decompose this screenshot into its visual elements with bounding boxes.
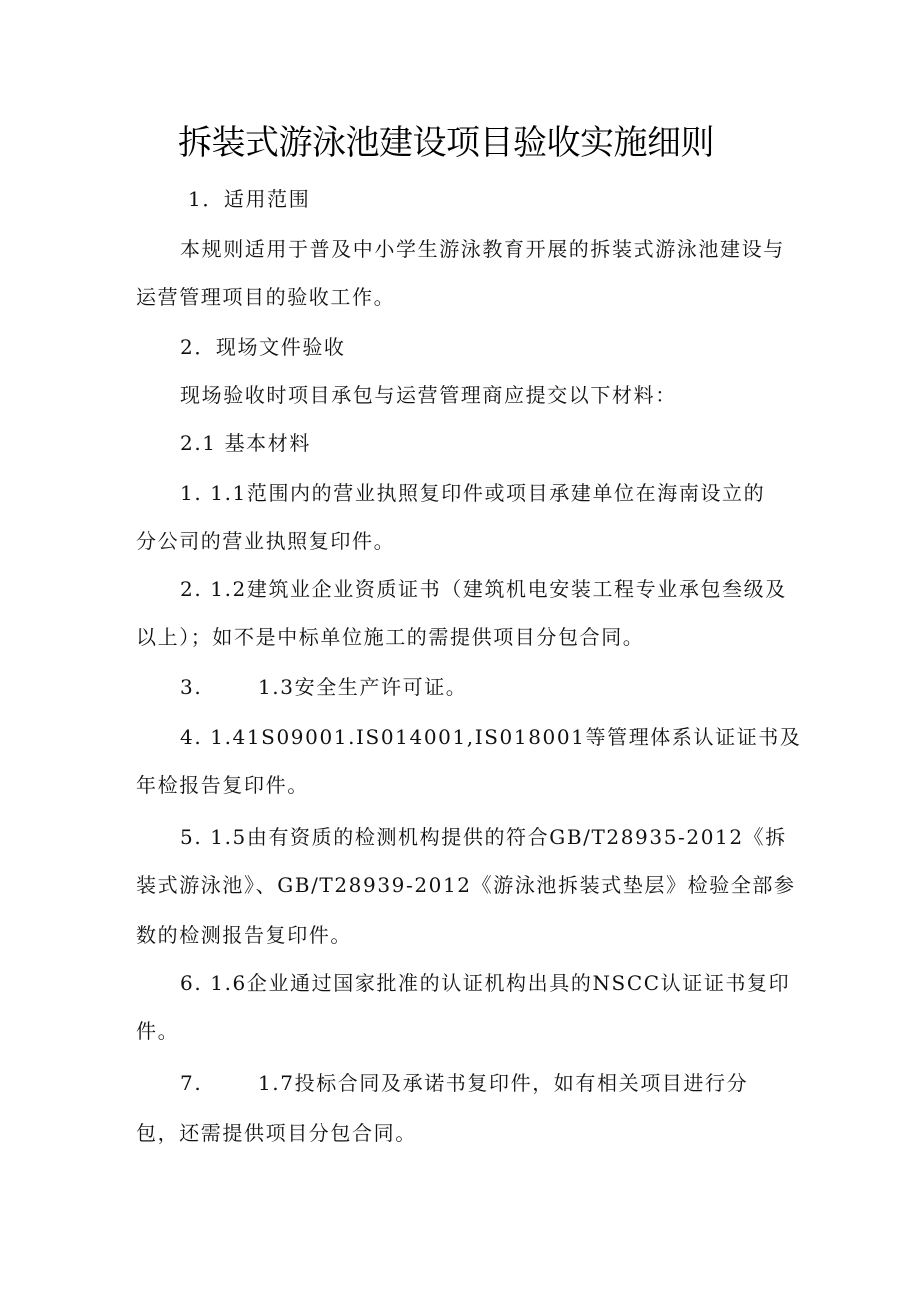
subsection-2-1-heading: 2.1 基本材料 — [180, 431, 311, 455]
item-1-line-1: 1. 1.1范围内的营业执照复印件或项目承建单位在海南设立的 — [180, 481, 766, 505]
section-2-heading: 2．现场文件验收 — [180, 335, 346, 359]
item-6-line-1: 6. 1.6企业通过国家批准的认证机构出具的NSCC认证证书复印 — [180, 971, 791, 995]
section-1-paragraph-line-1: 本规则适用于普及中小学生游泳教育开展的拆装式游泳池建设与 — [180, 237, 785, 261]
item-2-line-2: 以上）；如不是中标单位施工的需提供项目分包合同。 — [136, 625, 645, 649]
section-1-heading: 1．适用范围 — [188, 187, 311, 211]
item-5-line-3: 数的检测报告复印件。 — [136, 923, 352, 947]
item-2-line-1: 2. 1.2建筑业企业资质证书（建筑机电安装工程专业承包叁级及 — [180, 577, 787, 601]
item-7-line-1: 7. 1.7投标合同及承诺书复印件，如有相关项目进行分 — [180, 1071, 749, 1095]
item-7-line-2: 包，还需提供项目分包合同。 — [136, 1121, 417, 1145]
section-1-paragraph-line-2: 运营管理项目的验收工作。 — [136, 285, 396, 309]
item-5-line-2: 装式游泳池》、GB/T28939-2012《游泳池拆装式垫层》检验全部参 — [136, 873, 796, 897]
item-6-line-2: 件。 — [136, 1019, 180, 1043]
item-4-line-1: 4. 1.41S09001.IS014001,IS018001等管理体系认证证书及 — [180, 725, 802, 749]
item-5-line-1: 5. 1.5由有资质的检测机构提供的符合GB/T28935-2012《拆 — [180, 825, 787, 849]
item-1-line-2: 分公司的营业执照复印件。 — [136, 529, 396, 553]
section-2-intro: 现场验收时项目承包与运营管理商应提交以下材料： — [180, 383, 677, 407]
item-3-line-1: 3. 1.3安全生产许可证。 — [180, 675, 468, 699]
document-title: 拆装式游泳池建设项目验收实施细则 — [178, 123, 714, 163]
item-4-line-2: 年检报告复印件。 — [136, 773, 309, 797]
